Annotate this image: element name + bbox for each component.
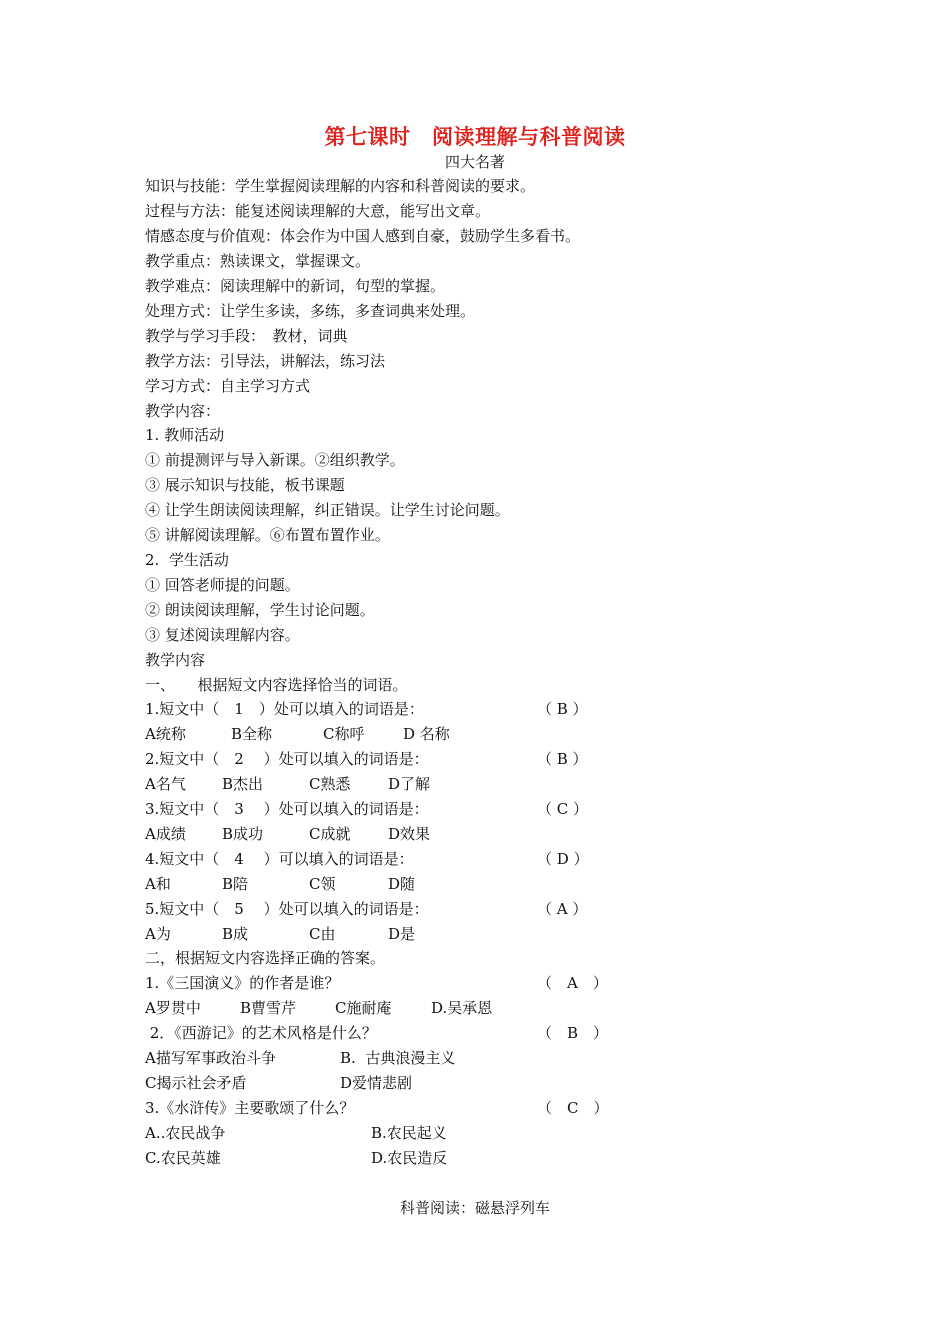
- page-title: 第七课时 阅读理解与科普阅读: [324, 124, 626, 149]
- answer: （ B ）: [537, 750, 588, 768]
- question: 1.《三国演义》的作者是谁？: [145, 974, 340, 992]
- option: C由: [309, 925, 336, 943]
- option: C称呼: [323, 725, 365, 743]
- option: B陪: [222, 875, 249, 893]
- objective-line: 情感态度与价值观：体会作为中国人感到自豪，鼓励学生多看书。: [145, 227, 581, 245]
- teacher-step: ③ 展示知识与技能，板书课题: [145, 476, 345, 494]
- objective-line: 过程与方法：能复述阅读理解的大意，能写出文章。: [145, 202, 491, 220]
- objective-line: 教学难点：阅读理解中的新词，句型的掌握。: [145, 277, 446, 295]
- teacher-step: ⑤ 讲解阅读理解。⑥布置布置作业。: [145, 526, 390, 544]
- content-heading: 教学内容: [145, 651, 206, 669]
- question: 2.短文中（ 2 ）处可以填入的词语是：: [145, 750, 429, 768]
- option: C成就: [309, 825, 351, 843]
- part1-heading: 一、 根据短文内容选择恰当的词语。: [145, 676, 408, 694]
- question: 3.《水浒传》主要歌颂了什么？: [145, 1099, 355, 1117]
- student-step: ① 回答老师提的问题。: [145, 576, 300, 594]
- option: A和: [145, 875, 171, 893]
- option: C揭示社会矛盾: [145, 1074, 247, 1092]
- option: D爱情悲剧: [340, 1074, 413, 1092]
- option: A名气: [145, 775, 186, 793]
- objective-line: 教学重点：熟读课文，掌握课文。: [145, 252, 371, 270]
- objective-line: 知识与技能：学生掌握阅读理解的内容和科普阅读的要求。: [145, 177, 536, 195]
- option: D随: [388, 875, 416, 893]
- option: D.农民造反: [371, 1149, 448, 1167]
- objective-line: 教学方法：引导法，讲解法，练习法: [145, 352, 386, 370]
- option: A成绩: [145, 825, 186, 843]
- question: 3.短文中（ 3 ）处可以填入的词语是：: [145, 800, 429, 818]
- answer: （ D ）: [537, 850, 589, 868]
- option: A统称: [145, 725, 186, 743]
- option: D效果: [388, 825, 431, 843]
- option: B全称: [231, 725, 273, 743]
- answer: （ A ）: [537, 900, 588, 918]
- objective-line: 教学与学习手段： 教材，词典: [145, 327, 348, 345]
- option: D是: [388, 925, 416, 943]
- student-step: ② 朗读阅读理解，学生讨论问题。: [145, 601, 375, 619]
- page-subtitle: 四大名著: [444, 153, 505, 171]
- option: D.吴承恩: [431, 999, 493, 1017]
- option: B曹雪芹: [240, 999, 297, 1017]
- option: D 名称: [403, 725, 450, 743]
- objective-line: 学习方式：自主学习方式: [145, 377, 311, 395]
- option: B. 古典浪漫主义: [340, 1049, 456, 1067]
- objective-line: 教学内容：: [145, 402, 221, 420]
- teacher-heading: 1. 教师活动: [145, 426, 225, 444]
- option: B成: [222, 925, 249, 943]
- option: A..农民战争: [145, 1124, 226, 1142]
- option: A为: [145, 925, 171, 943]
- option: A描写军事政治斗争: [145, 1049, 276, 1067]
- teacher-step: ④ 让学生朗读阅读理解，纠正错误。让学生讨论问题。: [145, 501, 510, 519]
- option: A罗贯中: [145, 999, 201, 1017]
- question: 4.短文中（ 4 ）可以填入的词语是：: [145, 850, 414, 868]
- answer: （ A ）: [537, 974, 608, 992]
- answer: （ B ）: [537, 700, 588, 718]
- section-footer-title: 科普阅读：磁悬浮列车: [399, 1199, 550, 1217]
- answer: （ C ）: [537, 800, 589, 818]
- option: C施耐庵: [335, 999, 392, 1017]
- option: C领: [309, 875, 336, 893]
- part2-heading: 二，根据短文内容选择正确的答案。: [145, 949, 386, 967]
- option: B杰出: [222, 775, 264, 793]
- option: D了解: [388, 775, 431, 793]
- question: 5.短文中（ 5 ）处可以填入的词语是：: [145, 900, 429, 918]
- question: 2．《西游记》的艺术风格是什么？: [145, 1024, 377, 1042]
- option: B.农民起义: [371, 1124, 447, 1142]
- option: B成功: [222, 825, 264, 843]
- student-step: ③ 复述阅读理解内容。: [145, 626, 300, 644]
- option: C.农民英雄: [145, 1149, 221, 1167]
- teacher-step: ① 前提测评与导入新课。②组织教学。: [145, 451, 405, 469]
- answer: （ C ）: [537, 1099, 609, 1117]
- objective-line: 处理方式：让学生多读，多练，多查词典来处理。: [145, 302, 476, 320]
- answer: （ B ）: [537, 1024, 609, 1042]
- student-heading: 2. 学生活动: [145, 551, 229, 569]
- question: 1.短文中（ 1 ）处可以填入的词语是：: [145, 700, 424, 718]
- option: C熟悉: [309, 775, 351, 793]
